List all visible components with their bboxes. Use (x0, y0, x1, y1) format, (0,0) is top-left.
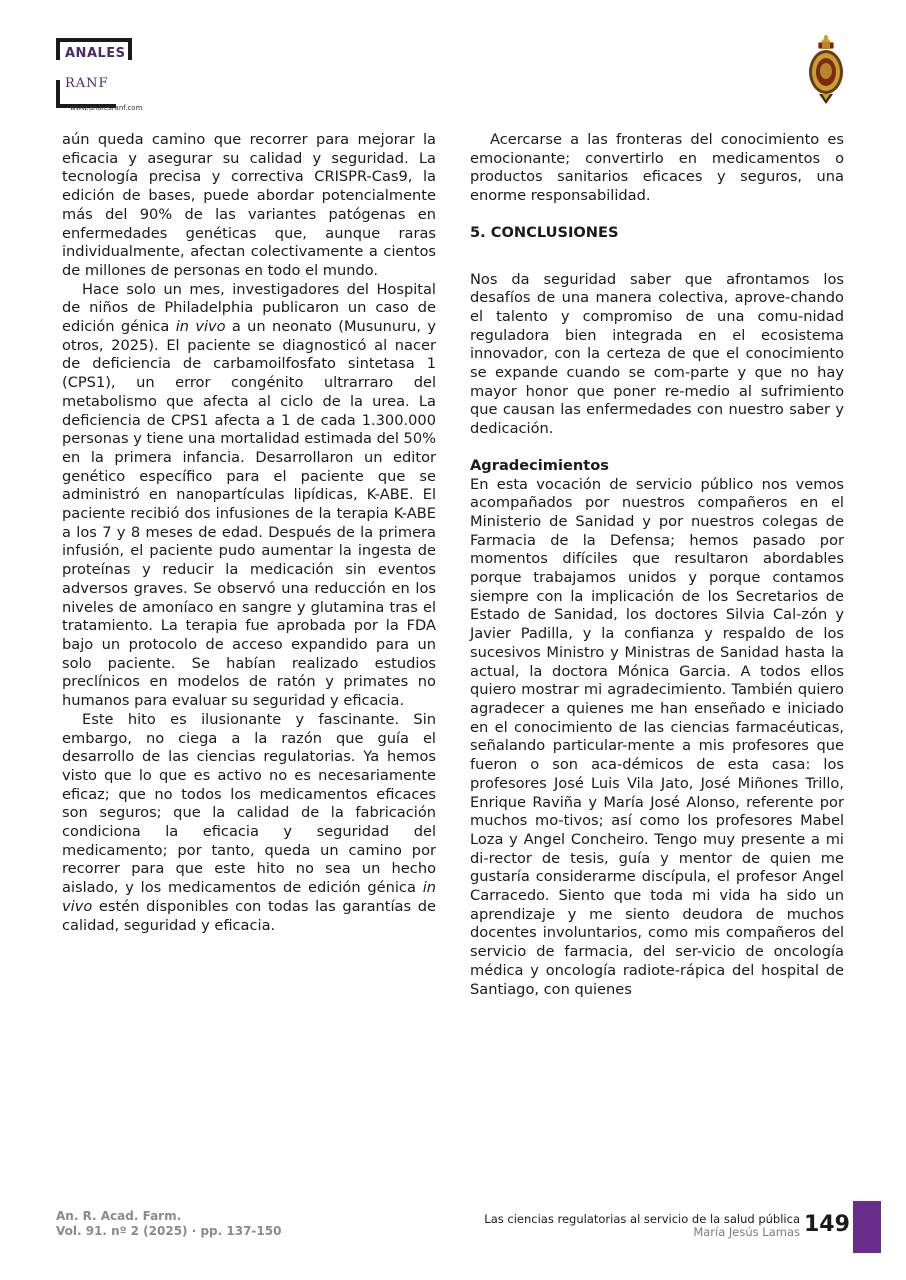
right-paragraph-1: Acercarse a las fronteras del conocimiento es emocionante; convertirlo en medicamentos o productos sanitarios eficaces y seguros, una enorme responsabilidad. (470, 131, 844, 205)
left-paragraph-3 (62, 711, 436, 935)
section-heading-conclusiones: 5. CONCLUSIONES (470, 223, 619, 241)
right-paragraph-3: En esta vocación de servicio público nos vemos acompañados por nuestros compañeros en el Ministerio de Sanidad y por nuestros colegas de Farmacia de la Defensa; hemos pasado por momentos difíciles que resultaron abordables porque trabajamos unidos y porque contamos siempre con la implicación de los Secretarios de Estado de Sanidad, los doctores Silvia Cal-zón y Javier Padilla, y la confianza y respaldo de los sucesivos Ministro y Ministras de Sanidad hasta la actual, la doctora Mónica Garcia. A todos ellos quiero mostrar mi agradecimiento. También quiero agradecer a quienes me han enseñado e iniciado en el conocimiento de las ciencias farmacéuticas, señalando particular-mente a mis profesores que fueron o son aca-démicos de esta casa: los profesores José Luis Vila Jato, José Miñones Trillo, Enrique Raviña y María José Alonso, referente por muchos mo-tivos; así como los profesores Mabel Loza y Angel Concheiro. Tengo muy presente a mi di-rector de tesis, guía y mentor de quien me gustaría considerarme discípula, el profesor Angel Carracedo. Siento que toda mi vida ha sido un aprendizaje y me siento deudora de muchos docentes involuntarios, como mis compañeros del servicio de farmacia, del ser-vicio de oncología médica y oncología radiote-rápica del hospital de Santiago, con quienes (470, 475, 844, 998)
left-paragraph-2-italic: in vivo (175, 318, 226, 336)
left-column (62, 131, 436, 935)
logo-ranf-text: RANF (65, 76, 109, 91)
page-number: 149 (804, 1212, 850, 1237)
right-column (470, 131, 844, 999)
left-paragraph-3-text-a: Este hito es ilusionante y fascinante. Sin embargo, no ciega a la razón que guía el desarrollo de las ciencias regulatorias. Ya hemos visto que lo que es activo no es necesariamente eficaz; que no todos los medicamentos eficaces son seguros; que la calidad de la fabricación condiciona la eficacia y seguridad del medicamento; por tanto, queda un camino por recorrer para que este hito no sea un hecho aislado, y los medicamentos de edición génica (62, 710, 436, 897)
left-paragraph-2-text-a: Hace solo un mes, investigadores del Hospital de niños de Philadelphia publicaron un caso de edición génica (62, 280, 436, 336)
academy-crest-icon (807, 34, 845, 106)
logo-url: www.analesranf.com (70, 104, 143, 112)
footer-volume: Vol. 91. nº 2 (2025) · pp. 137-150 (56, 1224, 282, 1238)
footer-journal: An. R. Acad. Farm. (56, 1209, 182, 1223)
left-paragraph-1: aún queda camino que recorrer para mejorar la eficacia y asegurar su calidad y seguridad. La tecnología precisa y correctiva CRISPR-Cas9, la edición de bases, puede abordar potencialmente más del 90% de las variantes patógenas en enfermedades genéticas que, aunque raras individualmente, afectan colectivamente a cientos de millones de personas en todo el mundo. (62, 131, 436, 279)
section-heading-agradecimientos: Agradecimientos (470, 456, 609, 474)
left-paragraph-3-text-b: estén disponibles con todas las garantías de calidad, seguridad y eficacia. (62, 897, 436, 934)
logo-anales-text: ANALES (65, 46, 126, 61)
journal-logo (56, 36, 186, 116)
left-paragraph-3-italic: in vivo (62, 879, 436, 915)
footer-article-info (484, 1213, 800, 1239)
right-paragraph-2: Nos da seguridad saber que afrontamos los desafíos de una manera colectiva, aprove-chando el talento y compromiso de una comu-nidad reguladora bien integrada en el ecosistema innovador, con la certeza de que el conocimiento se expande cuando se com-parte y que no hay mayor honor que poner re-medio al sufrimiento que causan las enfermedades con nuestro saber y dedicación. (470, 270, 844, 438)
footer-article-title: Las ciencias regulatorias al servicio de la salud pública (484, 1212, 800, 1226)
left-paragraph-2-text-b: a un neonato (Musunuru, y otros, 2025). El paciente se diagnosticó al nacer de deficiencia de carbamoilfosfato sintetasa 1 (CPS1), un error congénito ultrarraro del metabolismo que afecta al ciclo de la urea. La deficiencia de CPS1 afecta a 1 de cada 1.300.000 personas y tiene una mortalidad estimada del 50% en la primera infancia. Desarrollaron un editor genético específico para el paciente que se administró en nanopartículas lipídicas, K-ABE. El paciente recibió dos infusiones de la terapia K-ABE a los 7 y 8 meses de edad. Después de la primera infusión, el paciente pudo aumentar la ingesta de proteínas y reducir la medicación sin eventos adversos graves. Se observó una reducción en los niveles de amoníaco en sangre y glutamina tras el tratamiento. La terapia fue aprobada por la FDA bajo un protocolo de acceso expandido para un solo paciente. Se habían realizado estudios preclínicos en modelos de ratón y primates no humanos para evaluar su seguridad y eficacia. (62, 318, 436, 710)
footer-citation (56, 1209, 281, 1239)
page-accent-bar (853, 1201, 881, 1253)
left-paragraph-2 (62, 281, 436, 711)
footer-author: María Jesús Lamas (693, 1225, 800, 1239)
